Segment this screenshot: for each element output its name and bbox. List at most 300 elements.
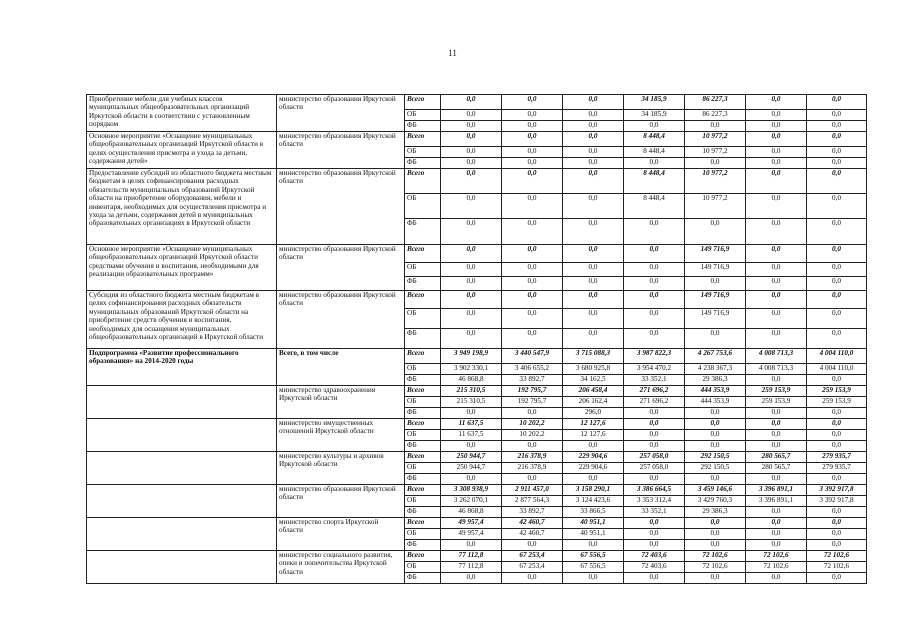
amount-cell: 86 227,3 (685, 110, 746, 121)
funding-source-cell: ОБ (405, 529, 441, 540)
amount-cell: 0,0 (441, 408, 502, 419)
funding-source-cell: ОБ (405, 263, 441, 277)
funding-source-cell: ФБ (405, 441, 441, 452)
amount-cell: 0,0 (746, 291, 807, 309)
amount-cell: 40 951,1 (563, 529, 624, 540)
amount-cell: 0,0 (502, 147, 563, 158)
amount-cell: 2 877 564,3 (502, 496, 563, 507)
amount-cell: 0,0 (807, 329, 867, 349)
amount-cell: 149 716,9 (685, 245, 746, 263)
executor-cell: Всего, в том числе (277, 349, 405, 386)
amount-cell: 3 459 146,6 (685, 485, 746, 496)
amount-cell: 0,0 (685, 277, 746, 291)
amount-cell: 296,0 (563, 408, 624, 419)
amount-cell: 0,0 (624, 430, 685, 441)
amount-cell: 0,0 (624, 309, 685, 329)
amount-cell: 0,0 (685, 121, 746, 132)
amount-cell: 0,0 (563, 540, 624, 551)
executor-cell: министерство спорта Иркутской области (277, 518, 405, 551)
funding-source-cell: ОБ (405, 194, 441, 219)
amount-cell: 0,0 (563, 147, 624, 158)
amount-cell: 0,0 (807, 263, 867, 277)
amount-cell: 0,0 (502, 408, 563, 419)
amount-cell: 0,0 (685, 430, 746, 441)
amount-cell: 0,0 (807, 121, 867, 132)
amount-cell: 3 396 891,1 (746, 496, 807, 507)
amount-cell: 46 868,8 (441, 507, 502, 518)
funding-source-cell: ОБ (405, 463, 441, 474)
amount-cell: 0,0 (624, 474, 685, 485)
amount-cell: 0,0 (685, 441, 746, 452)
amount-cell: 0,0 (502, 169, 563, 194)
amount-cell: 0,0 (563, 95, 624, 110)
amount-cell: 0,0 (746, 540, 807, 551)
amount-cell: 279 935,7 (807, 463, 867, 474)
amount-cell: 0,0 (441, 245, 502, 263)
amount-cell: 0,0 (441, 147, 502, 158)
funding-source-cell: ОБ (405, 430, 441, 441)
amount-cell: 0,0 (807, 147, 867, 158)
amount-cell: 0,0 (624, 245, 685, 263)
amount-cell: 0,0 (807, 245, 867, 263)
table-row (87, 132, 867, 147)
table-row (87, 518, 867, 529)
amount-cell: 0,0 (807, 132, 867, 147)
amount-cell: 33 892,7 (502, 375, 563, 386)
funding-source-cell: Всего (405, 291, 441, 309)
amount-cell: 3 680 925,8 (563, 364, 624, 375)
table-row (87, 291, 867, 309)
amount-cell: 12 127,6 (563, 419, 624, 430)
amount-cell: 0,0 (624, 529, 685, 540)
amount-cell: 0,0 (685, 329, 746, 349)
amount-cell: 3 429 760,3 (685, 496, 746, 507)
amount-cell: 0,0 (746, 169, 807, 194)
table-row (87, 245, 867, 263)
amount-cell: 0,0 (502, 441, 563, 452)
amount-cell: 0,0 (746, 573, 807, 584)
amount-cell: 0,0 (746, 408, 807, 419)
amount-cell: 0,0 (502, 219, 563, 245)
amount-cell: 0,0 (807, 474, 867, 485)
amount-cell: 0,0 (685, 219, 746, 245)
amount-cell: 0,0 (441, 291, 502, 309)
amount-cell: 292 150,5 (685, 463, 746, 474)
amount-cell: 2 911 457,0 (502, 485, 563, 496)
table-row (87, 452, 867, 463)
amount-cell: 3 262 070,1 (441, 496, 502, 507)
amount-cell: 3 715 088,3 (563, 349, 624, 364)
amount-cell: 0,0 (746, 121, 807, 132)
table-row (87, 419, 867, 430)
amount-cell: 216 378,9 (502, 452, 563, 463)
amount-cell: 0,0 (624, 441, 685, 452)
amount-cell: 0,0 (624, 158, 685, 169)
amount-cell: 3 308 938,9 (441, 485, 502, 496)
amount-cell: 3 902 330,1 (441, 364, 502, 375)
amount-cell: 3 949 198,9 (441, 349, 502, 364)
funding-source-cell: Всего (405, 169, 441, 194)
funding-source-cell: Всего (405, 452, 441, 463)
amount-cell: 67 556,5 (563, 562, 624, 573)
amount-cell: 34 162,5 (563, 375, 624, 386)
funding-source-cell: Всего (405, 518, 441, 529)
funding-source-cell: Всего (405, 551, 441, 562)
amount-cell: 0,0 (685, 518, 746, 529)
amount-cell: 46 868,8 (441, 375, 502, 386)
amount-cell: 215 310,5 (441, 386, 502, 397)
amount-cell: 67 253,4 (502, 551, 563, 562)
executor-cell: министерство образования Иркутской области (277, 245, 405, 291)
amount-cell: 0,0 (563, 121, 624, 132)
amount-cell: 4 238 367,3 (685, 364, 746, 375)
amount-cell: 0,0 (441, 132, 502, 147)
amount-cell: 271 696,2 (624, 386, 685, 397)
amount-cell: 10 977,2 (685, 194, 746, 219)
amount-cell: 0,0 (441, 441, 502, 452)
measure-description: Предоставление субсидий из областного бюджета местным бюджетам в целях софинансирования расходных обязательств муниципальных образований Иркутской области на приобретение оборудования, мебели и инвентаря, необходимых для осуществления присмотра и ухода за детьми, содержания детей в муниципальных образовательных организациях в Иркутской области (87, 169, 277, 245)
executor-cell: министерство образования Иркутской области (277, 291, 405, 349)
amount-cell: 149 716,9 (685, 263, 746, 277)
amount-cell: 0,0 (441, 309, 502, 329)
amount-cell: 0,0 (441, 158, 502, 169)
funding-source-cell: ФБ (405, 219, 441, 245)
amount-cell: 0,0 (685, 540, 746, 551)
amount-cell: 3 124 423,6 (563, 496, 624, 507)
amount-cell: 271 696,2 (624, 397, 685, 408)
measure-description (87, 518, 277, 551)
amount-cell: 0,0 (624, 518, 685, 529)
amount-cell: 0,0 (624, 573, 685, 584)
funding-source-cell: ФБ (405, 408, 441, 419)
amount-cell: 0,0 (502, 329, 563, 349)
amount-cell: 0,0 (807, 194, 867, 219)
amount-cell: 0,0 (624, 291, 685, 309)
funding-source-cell: ФБ (405, 375, 441, 386)
amount-cell: 3 954 470,2 (624, 364, 685, 375)
amount-cell: 0,0 (563, 194, 624, 219)
amount-cell: 67 556,5 (563, 551, 624, 562)
executor-cell: министерство имущественных отношений Иркутской области (277, 419, 405, 452)
amount-cell: 86 227,3 (685, 95, 746, 110)
amount-cell: 67 253,4 (502, 562, 563, 573)
amount-cell: 0,0 (563, 474, 624, 485)
amount-cell: 0,0 (441, 263, 502, 277)
amount-cell: 0,0 (746, 441, 807, 452)
funding-source-cell: ФБ (405, 158, 441, 169)
amount-cell: 4 008 713,3 (746, 364, 807, 375)
amount-cell: 10 202,2 (502, 419, 563, 430)
amount-cell: 259 153,9 (807, 397, 867, 408)
amount-cell: 0,0 (746, 507, 807, 518)
amount-cell: 0,0 (441, 95, 502, 110)
amount-cell: 3 406 655,2 (502, 364, 563, 375)
measure-description: Приобретение мебели для учебных классов муниципальных общеобразовательных организаций Иркутской области в соответствии с установленным порядком (87, 95, 277, 132)
funding-source-cell: Всего (405, 485, 441, 496)
funding-source-cell: ОБ (405, 496, 441, 507)
amount-cell: 0,0 (746, 329, 807, 349)
amount-cell: 216 378,9 (502, 463, 563, 474)
executor-cell: министерство социального развития, опеки и попечительства Иркутской области (277, 551, 405, 584)
amount-cell: 0,0 (441, 573, 502, 584)
amount-cell: 0,0 (807, 419, 867, 430)
amount-cell: 215 310,5 (441, 397, 502, 408)
amount-cell: 0,0 (563, 245, 624, 263)
amount-cell: 0,0 (746, 518, 807, 529)
amount-cell: 280 565,7 (746, 452, 807, 463)
amount-cell: 0,0 (563, 158, 624, 169)
amount-cell: 0,0 (746, 245, 807, 263)
amount-cell: 0,0 (746, 219, 807, 245)
executor-cell: министерство образования Иркутской области (277, 132, 405, 169)
measure-description: Основное мероприятие «Оснащение муниципальных общеобразовательных организаций Иркутской области в целях осуществления присмотра и ухода за детьми, содержания детей» (87, 132, 277, 169)
amount-cell: 0,0 (807, 110, 867, 121)
amount-cell: 0,0 (807, 291, 867, 309)
amount-cell: 0,0 (685, 419, 746, 430)
amount-cell: 0,0 (746, 474, 807, 485)
amount-cell: 259 153,9 (746, 386, 807, 397)
amount-cell: 149 716,9 (685, 309, 746, 329)
amount-cell: 0,0 (563, 219, 624, 245)
amount-cell: 0,0 (563, 441, 624, 452)
funding-source-cell: ОБ (405, 309, 441, 329)
executor-cell: министерство образования Иркутской области (277, 485, 405, 518)
amount-cell: 0,0 (502, 540, 563, 551)
amount-cell: 3 440 547,9 (502, 349, 563, 364)
amount-cell: 0,0 (624, 540, 685, 551)
amount-cell: 3 396 891,1 (746, 485, 807, 496)
funding-source-cell: Всего (405, 349, 441, 364)
funding-source-cell: ФБ (405, 121, 441, 132)
amount-cell: 0,0 (563, 573, 624, 584)
amount-cell: 0,0 (563, 169, 624, 194)
amount-cell: 49 957,4 (441, 518, 502, 529)
funding-source-cell: ФБ (405, 540, 441, 551)
amount-cell: 0,0 (563, 309, 624, 329)
amount-cell: 10 202,2 (502, 430, 563, 441)
amount-cell: 0,0 (441, 474, 502, 485)
amount-cell: 0,0 (563, 132, 624, 147)
amount-cell: 444 353,9 (685, 397, 746, 408)
amount-cell: 29 386,3 (685, 507, 746, 518)
amount-cell: 0,0 (746, 263, 807, 277)
amount-cell: 0,0 (746, 375, 807, 386)
amount-cell: 0,0 (502, 474, 563, 485)
amount-cell: 0,0 (624, 263, 685, 277)
amount-cell: 0,0 (441, 329, 502, 349)
amount-cell: 0,0 (502, 194, 563, 219)
measure-description (87, 419, 277, 452)
amount-cell: 0,0 (746, 95, 807, 110)
table-row (87, 485, 867, 496)
funding-source-cell: ОБ (405, 110, 441, 121)
amount-cell: 0,0 (807, 277, 867, 291)
funding-source-cell: ФБ (405, 277, 441, 291)
funding-source-cell: ОБ (405, 562, 441, 573)
funding-source-cell: ОБ (405, 364, 441, 375)
executor-cell: министерство культуры и архивов Иркутской области (277, 452, 405, 485)
amount-cell: 0,0 (807, 430, 867, 441)
amount-cell: 29 386,3 (685, 375, 746, 386)
amount-cell: 72 102,6 (685, 562, 746, 573)
measure-description: Субсидия из областного бюджета местным бюджетам в целях софинансирования расходных обязательств муниципальных образований Иркутской области на приобретение средств обучения и воспитания, необходимых для оснащения муниципальных общеобразовательных организаций в Иркутской области (87, 291, 277, 349)
amount-cell: 0,0 (807, 375, 867, 386)
amount-cell: 0,0 (746, 132, 807, 147)
budget-table (86, 94, 867, 584)
amount-cell: 0,0 (502, 573, 563, 584)
executor-cell: министерство образования Иркутской области (277, 169, 405, 245)
table-row (87, 349, 867, 364)
amount-cell: 0,0 (441, 219, 502, 245)
amount-cell: 257 058,0 (624, 452, 685, 463)
amount-cell: 72 102,6 (807, 562, 867, 573)
amount-cell: 192 795,7 (502, 386, 563, 397)
table-row (87, 95, 867, 110)
table-row (87, 386, 867, 397)
amount-cell: 4 004 110,0 (807, 364, 867, 375)
amount-cell: 4 267 753,6 (685, 349, 746, 364)
amount-cell: 72 403,6 (624, 551, 685, 562)
amount-cell: 0,0 (624, 121, 685, 132)
amount-cell: 34 185,9 (624, 110, 685, 121)
amount-cell: 34 185,9 (624, 95, 685, 110)
amount-cell: 0,0 (441, 121, 502, 132)
amount-cell: 3 158 290,1 (563, 485, 624, 496)
funding-source-cell: Всего (405, 245, 441, 263)
amount-cell: 0,0 (624, 329, 685, 349)
amount-cell: 0,0 (502, 158, 563, 169)
amount-cell: 192 795,7 (502, 397, 563, 408)
amount-cell: 0,0 (807, 441, 867, 452)
page-number: 11 (448, 48, 457, 58)
amount-cell: 250 944,7 (441, 452, 502, 463)
funding-source-cell: ФБ (405, 474, 441, 485)
funding-source-cell: ФБ (405, 507, 441, 518)
amount-cell: 0,0 (685, 573, 746, 584)
amount-cell: 149 716,9 (685, 291, 746, 309)
amount-cell: 292 150,5 (685, 452, 746, 463)
amount-cell: 72 403,6 (624, 562, 685, 573)
executor-cell: министерство образования Иркутской области (277, 95, 405, 132)
amount-cell: 0,0 (807, 529, 867, 540)
amount-cell: 0,0 (441, 277, 502, 291)
amount-cell: 33 352,1 (624, 507, 685, 518)
amount-cell: 8 448,4 (624, 194, 685, 219)
amount-cell: 0,0 (746, 158, 807, 169)
amount-cell: 0,0 (441, 169, 502, 194)
measure-description (87, 485, 277, 518)
funding-source-cell: Всего (405, 419, 441, 430)
amount-cell: 0,0 (807, 169, 867, 194)
amount-cell: 0,0 (807, 507, 867, 518)
amount-cell: 8 448,4 (624, 147, 685, 158)
amount-cell: 0,0 (502, 110, 563, 121)
amount-cell: 0,0 (563, 291, 624, 309)
amount-cell: 0,0 (502, 277, 563, 291)
amount-cell: 0,0 (746, 419, 807, 430)
amount-cell: 3 392 917,8 (807, 496, 867, 507)
amount-cell: 0,0 (746, 430, 807, 441)
amount-cell: 0,0 (746, 309, 807, 329)
amount-cell: 33 892,7 (502, 507, 563, 518)
amount-cell: 0,0 (624, 408, 685, 419)
amount-cell: 12 127,6 (563, 430, 624, 441)
table-row (87, 551, 867, 562)
amount-cell: 0,0 (746, 110, 807, 121)
amount-cell: 0,0 (441, 194, 502, 219)
amount-cell: 0,0 (502, 95, 563, 110)
funding-source-cell: Всего (405, 386, 441, 397)
amount-cell: 229 904,6 (563, 463, 624, 474)
amount-cell: 3 987 822,3 (624, 349, 685, 364)
amount-cell: 0,0 (685, 408, 746, 419)
amount-cell: 0,0 (441, 110, 502, 121)
amount-cell: 259 153,9 (746, 397, 807, 408)
amount-cell: 250 944,7 (441, 463, 502, 474)
amount-cell: 77 112,8 (441, 551, 502, 562)
amount-cell: 0,0 (685, 474, 746, 485)
amount-cell: 33 866,5 (563, 507, 624, 518)
amount-cell: 0,0 (746, 529, 807, 540)
amount-cell: 4 004 110,0 (807, 349, 867, 364)
amount-cell: 0,0 (807, 158, 867, 169)
amount-cell: 206 162,4 (563, 397, 624, 408)
amount-cell: 0,0 (746, 147, 807, 158)
measure-description (87, 386, 277, 419)
funding-source-cell: ОБ (405, 147, 441, 158)
amount-cell: 259 153,9 (807, 386, 867, 397)
amount-cell: 40 951,1 (563, 518, 624, 529)
amount-cell: 0,0 (807, 408, 867, 419)
amount-cell: 206 458,4 (563, 386, 624, 397)
measure-description (87, 551, 277, 584)
amount-cell: 42 460,7 (502, 529, 563, 540)
amount-cell: 0,0 (807, 309, 867, 329)
amount-cell: 0,0 (685, 529, 746, 540)
amount-cell: 0,0 (807, 219, 867, 245)
amount-cell: 49 957,4 (441, 529, 502, 540)
amount-cell: 8 448,4 (624, 169, 685, 194)
amount-cell: 0,0 (624, 419, 685, 430)
amount-cell: 279 935,7 (807, 452, 867, 463)
amount-cell: 0,0 (563, 110, 624, 121)
amount-cell: 0,0 (563, 263, 624, 277)
amount-cell: 42 460,7 (502, 518, 563, 529)
amount-cell: 4 008 713,3 (746, 349, 807, 364)
amount-cell: 72 102,6 (746, 551, 807, 562)
table-row (87, 169, 867, 194)
amount-cell: 3 386 664,5 (624, 485, 685, 496)
funding-source-cell: Всего (405, 95, 441, 110)
amount-cell: 0,0 (746, 194, 807, 219)
amount-cell: 0,0 (624, 277, 685, 291)
amount-cell: 3 353 312,4 (624, 496, 685, 507)
amount-cell: 0,0 (502, 291, 563, 309)
amount-cell: 280 565,7 (746, 463, 807, 474)
amount-cell: 8 448,4 (624, 132, 685, 147)
amount-cell: 72 102,6 (746, 562, 807, 573)
amount-cell: 0,0 (441, 540, 502, 551)
executor-cell: министерство здравоохранения Иркутской области (277, 386, 405, 419)
budget-table-body (87, 95, 867, 584)
amount-cell: 0,0 (563, 329, 624, 349)
amount-cell: 444 353,9 (685, 386, 746, 397)
amount-cell: 0,0 (502, 132, 563, 147)
amount-cell: 0,0 (502, 121, 563, 132)
amount-cell: 229 904,6 (563, 452, 624, 463)
amount-cell: 10 977,2 (685, 169, 746, 194)
measure-description (87, 452, 277, 485)
